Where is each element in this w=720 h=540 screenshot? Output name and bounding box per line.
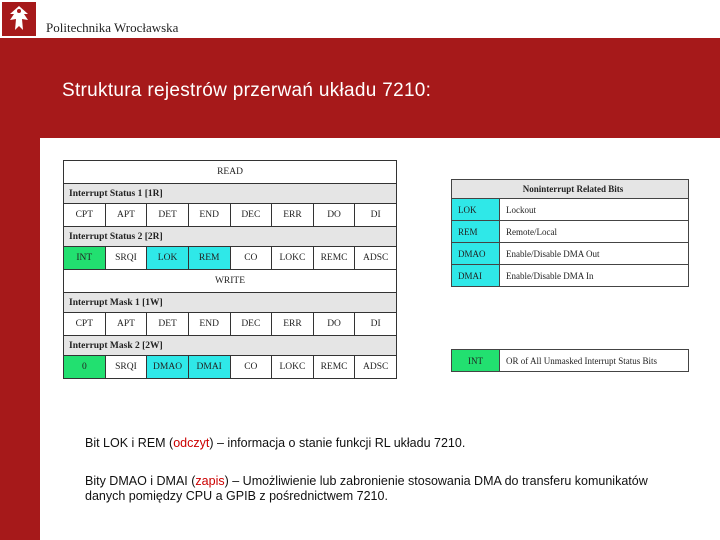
- interrupt-mask-1-bits-row: [64, 313, 397, 336]
- interrupt-register-table: [63, 160, 397, 379]
- noninterrupt-row: [452, 265, 689, 287]
- p2-highlight: zapis: [195, 474, 225, 488]
- bit-cell-dmao: DMAO: [147, 356, 189, 379]
- noninterrupt-row: [452, 243, 689, 265]
- bit-cell: LOKC: [272, 356, 314, 379]
- interrupt-status-1-header-row: [64, 184, 397, 204]
- bit-cell-zero: 0: [64, 356, 106, 379]
- bit-cell: REMC: [313, 356, 355, 379]
- bit-cell: CO: [230, 247, 272, 270]
- interrupt-status-2-label: Interrupt Status 2 [2R]: [64, 227, 397, 247]
- bit-cell: CPT: [64, 313, 106, 336]
- p1-text-b: ) – informacja o stanie funkcji RL układu 7210.: [209, 436, 466, 450]
- noninterrupt-bit: LOK: [452, 199, 500, 221]
- paragraph-dmao-dmai: [85, 474, 685, 504]
- slide-title: Struktura rejestrów przerwań układu 7210:: [62, 80, 432, 101]
- read-row: [64, 161, 397, 184]
- interrupt-status-1-bits-row: [64, 204, 397, 227]
- write-row: [64, 270, 397, 293]
- interrupt-status-2-header-row: [64, 227, 397, 247]
- noninterrupt-desc: Remote/Local: [500, 221, 689, 243]
- bit-cell: CO: [230, 356, 272, 379]
- bit-cell-int: INT: [64, 247, 106, 270]
- write-label: WRITE: [64, 270, 397, 293]
- interrupt-mask-2-label: Interrupt Mask 2 [2W]: [64, 336, 397, 356]
- bit-cell: DEC: [230, 204, 272, 227]
- p2-text-a: Bity DMAO i DMAI (: [85, 474, 196, 488]
- noninterrupt-bit: DMAI: [452, 265, 500, 287]
- university-name: Politechnika Wrocławska: [46, 20, 179, 35]
- bit-cell-dmai: DMAI: [188, 356, 230, 379]
- bit-cell: REMC: [313, 247, 355, 270]
- noninterrupt-header-row: [452, 180, 689, 199]
- bit-cell: DO: [313, 204, 355, 227]
- noninterrupt-desc: Enable/Disable DMA In: [500, 265, 689, 287]
- bit-cell: LOKC: [272, 247, 314, 270]
- bit-cell: SRQI: [105, 356, 147, 379]
- header-bar: [0, 0, 720, 38]
- noninterrupt-row: [452, 199, 689, 221]
- bit-cell: DET: [147, 313, 189, 336]
- bit-cell: END: [188, 313, 230, 336]
- int-bit: INT: [452, 350, 500, 372]
- int-bit-table: [451, 349, 689, 372]
- noninterrupt-header: Noninterrupt Related Bits: [452, 180, 689, 199]
- interrupt-status-1-label: Interrupt Status 1 [1R]: [64, 184, 397, 204]
- int-bit-desc: OR of All Unmasked Interrupt Status Bits: [500, 350, 689, 372]
- bit-cell: DI: [355, 313, 397, 336]
- noninterrupt-desc: Enable/Disable DMA Out: [500, 243, 689, 265]
- bit-cell-lok: LOK: [147, 247, 189, 270]
- bit-cell: ERR: [272, 204, 314, 227]
- noninterrupt-bit: DMAO: [452, 243, 500, 265]
- bit-cell: APT: [105, 313, 147, 336]
- bit-cell-rem: REM: [188, 247, 230, 270]
- bit-cell: DET: [147, 204, 189, 227]
- p1-text-a: Bit LOK i REM (: [85, 436, 174, 450]
- bit-cell: DEC: [230, 313, 272, 336]
- bit-cell: APT: [105, 204, 147, 227]
- bit-cell: CPT: [64, 204, 106, 227]
- bit-cell: END: [188, 204, 230, 227]
- bit-cell: DO: [313, 313, 355, 336]
- interrupt-mask-2-header-row: [64, 336, 397, 356]
- bit-cell: ADSC: [355, 356, 397, 379]
- bit-cell: ERR: [272, 313, 314, 336]
- int-bit-row: [452, 350, 689, 372]
- noninterrupt-bit: REM: [452, 221, 500, 243]
- bit-cell: SRQI: [105, 247, 147, 270]
- left-stripe: [0, 138, 40, 540]
- noninterrupt-row: [452, 221, 689, 243]
- interrupt-mask-1-label: Interrupt Mask 1 [1W]: [64, 293, 397, 313]
- p1-highlight: odczyt: [173, 436, 210, 450]
- interrupt-status-2-bits-row: [64, 247, 397, 270]
- noninterrupt-desc: Lockout: [500, 199, 689, 221]
- interrupt-mask-1-header-row: [64, 293, 397, 313]
- bit-cell: ADSC: [355, 247, 397, 270]
- interrupt-mask-2-bits-row: [64, 356, 397, 379]
- university-logo-icon: [2, 2, 36, 36]
- paragraph-lok-rem: [85, 436, 685, 451]
- bit-cell: DI: [355, 204, 397, 227]
- noninterrupt-bits-table: [451, 179, 689, 287]
- p2-text-b: ) – Umożliwienie lub zabronienie stosowania DMA do transferu komunikatów danych pomiędzy CPU a GPIB z pośrednictwem 7210.: [85, 474, 648, 503]
- read-label: READ: [64, 161, 397, 184]
